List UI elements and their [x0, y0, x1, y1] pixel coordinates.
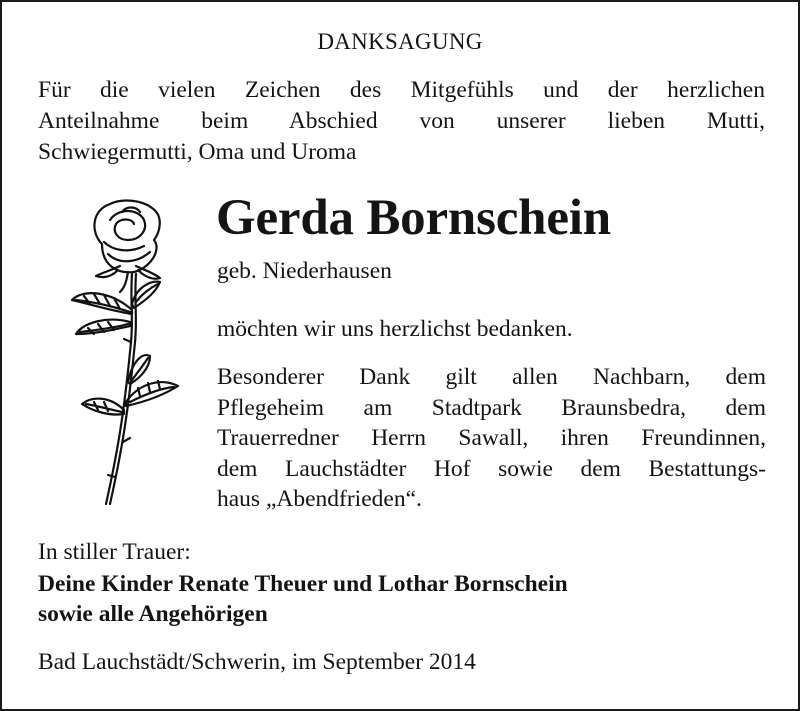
- mourning-label: In stiller Trauer:: [38, 539, 191, 565]
- birth-name: geb. Niederhausen: [217, 258, 392, 284]
- place-and-date: Bad Lauchstädt/Schwerin, im September 2014: [38, 649, 476, 675]
- family-signature: [38, 569, 568, 629]
- special-line: Pflegeheim am Stadtpark Braunsbedra, dem: [217, 394, 766, 421]
- family-line: Deine Kinder Renate Theuer und Lothar Bornschein: [38, 571, 568, 597]
- special-thanks-paragraph: [217, 362, 766, 515]
- intro-paragraph: [38, 75, 765, 168]
- special-line: haus „Abendfrieden“.: [217, 486, 422, 512]
- family-line: sowie alle Angehörigen: [38, 601, 268, 627]
- intro-line: Schwiegermutti, Oma und Uroma: [38, 139, 357, 165]
- special-line: Trauerredner Herrn Sawall, ihren Freundinnen,: [217, 425, 766, 451]
- intro-line: Für die vielen Zeichen des Mitgefühls und der herzlichen: [38, 77, 765, 103]
- notice-heading: DANKSAGUNG: [317, 29, 483, 54]
- thanks-line: möchten wir uns herzlichst bedanken.: [217, 316, 573, 342]
- rose-icon: [32, 192, 202, 512]
- intro-line: Anteilnahme beim Abschied von unserer lieben Mutti,: [38, 108, 765, 134]
- deceased-name: Gerda Bornschein: [216, 190, 611, 246]
- special-line: Besonderer Dank gilt allen Nachbarn, dem: [217, 364, 766, 390]
- special-line: dem Lauchstädter Hof sowie dem Bestattungs-: [217, 455, 766, 482]
